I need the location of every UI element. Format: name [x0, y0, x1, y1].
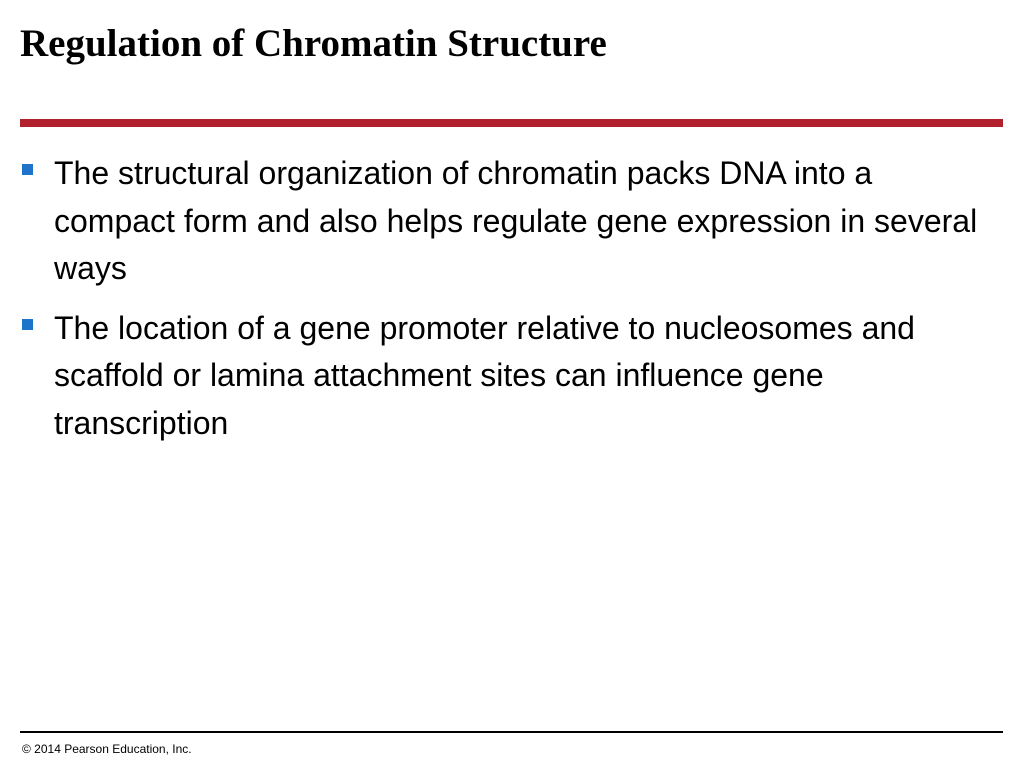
bullet-text: The structural organization of chromatin packs DNA into a compact form and also helps regulate gene expression in several ways — [54, 155, 978, 286]
footer-divider — [20, 731, 1003, 733]
bullet-item — [22, 305, 982, 448]
bullet-item — [22, 150, 982, 293]
bullet-list — [22, 150, 982, 459]
square-bullet-icon — [22, 319, 33, 330]
slide-title: Regulation of Chromatin Structure — [20, 22, 607, 65]
square-bullet-icon — [22, 164, 33, 175]
bullet-text: The location of a gene promoter relative to nucleosomes and scaffold or lamina attachment sites can influence gene transcription — [54, 309, 915, 441]
copyright-footer: © 2014 Pearson Education, Inc. — [22, 742, 192, 756]
title-divider — [20, 119, 1003, 127]
